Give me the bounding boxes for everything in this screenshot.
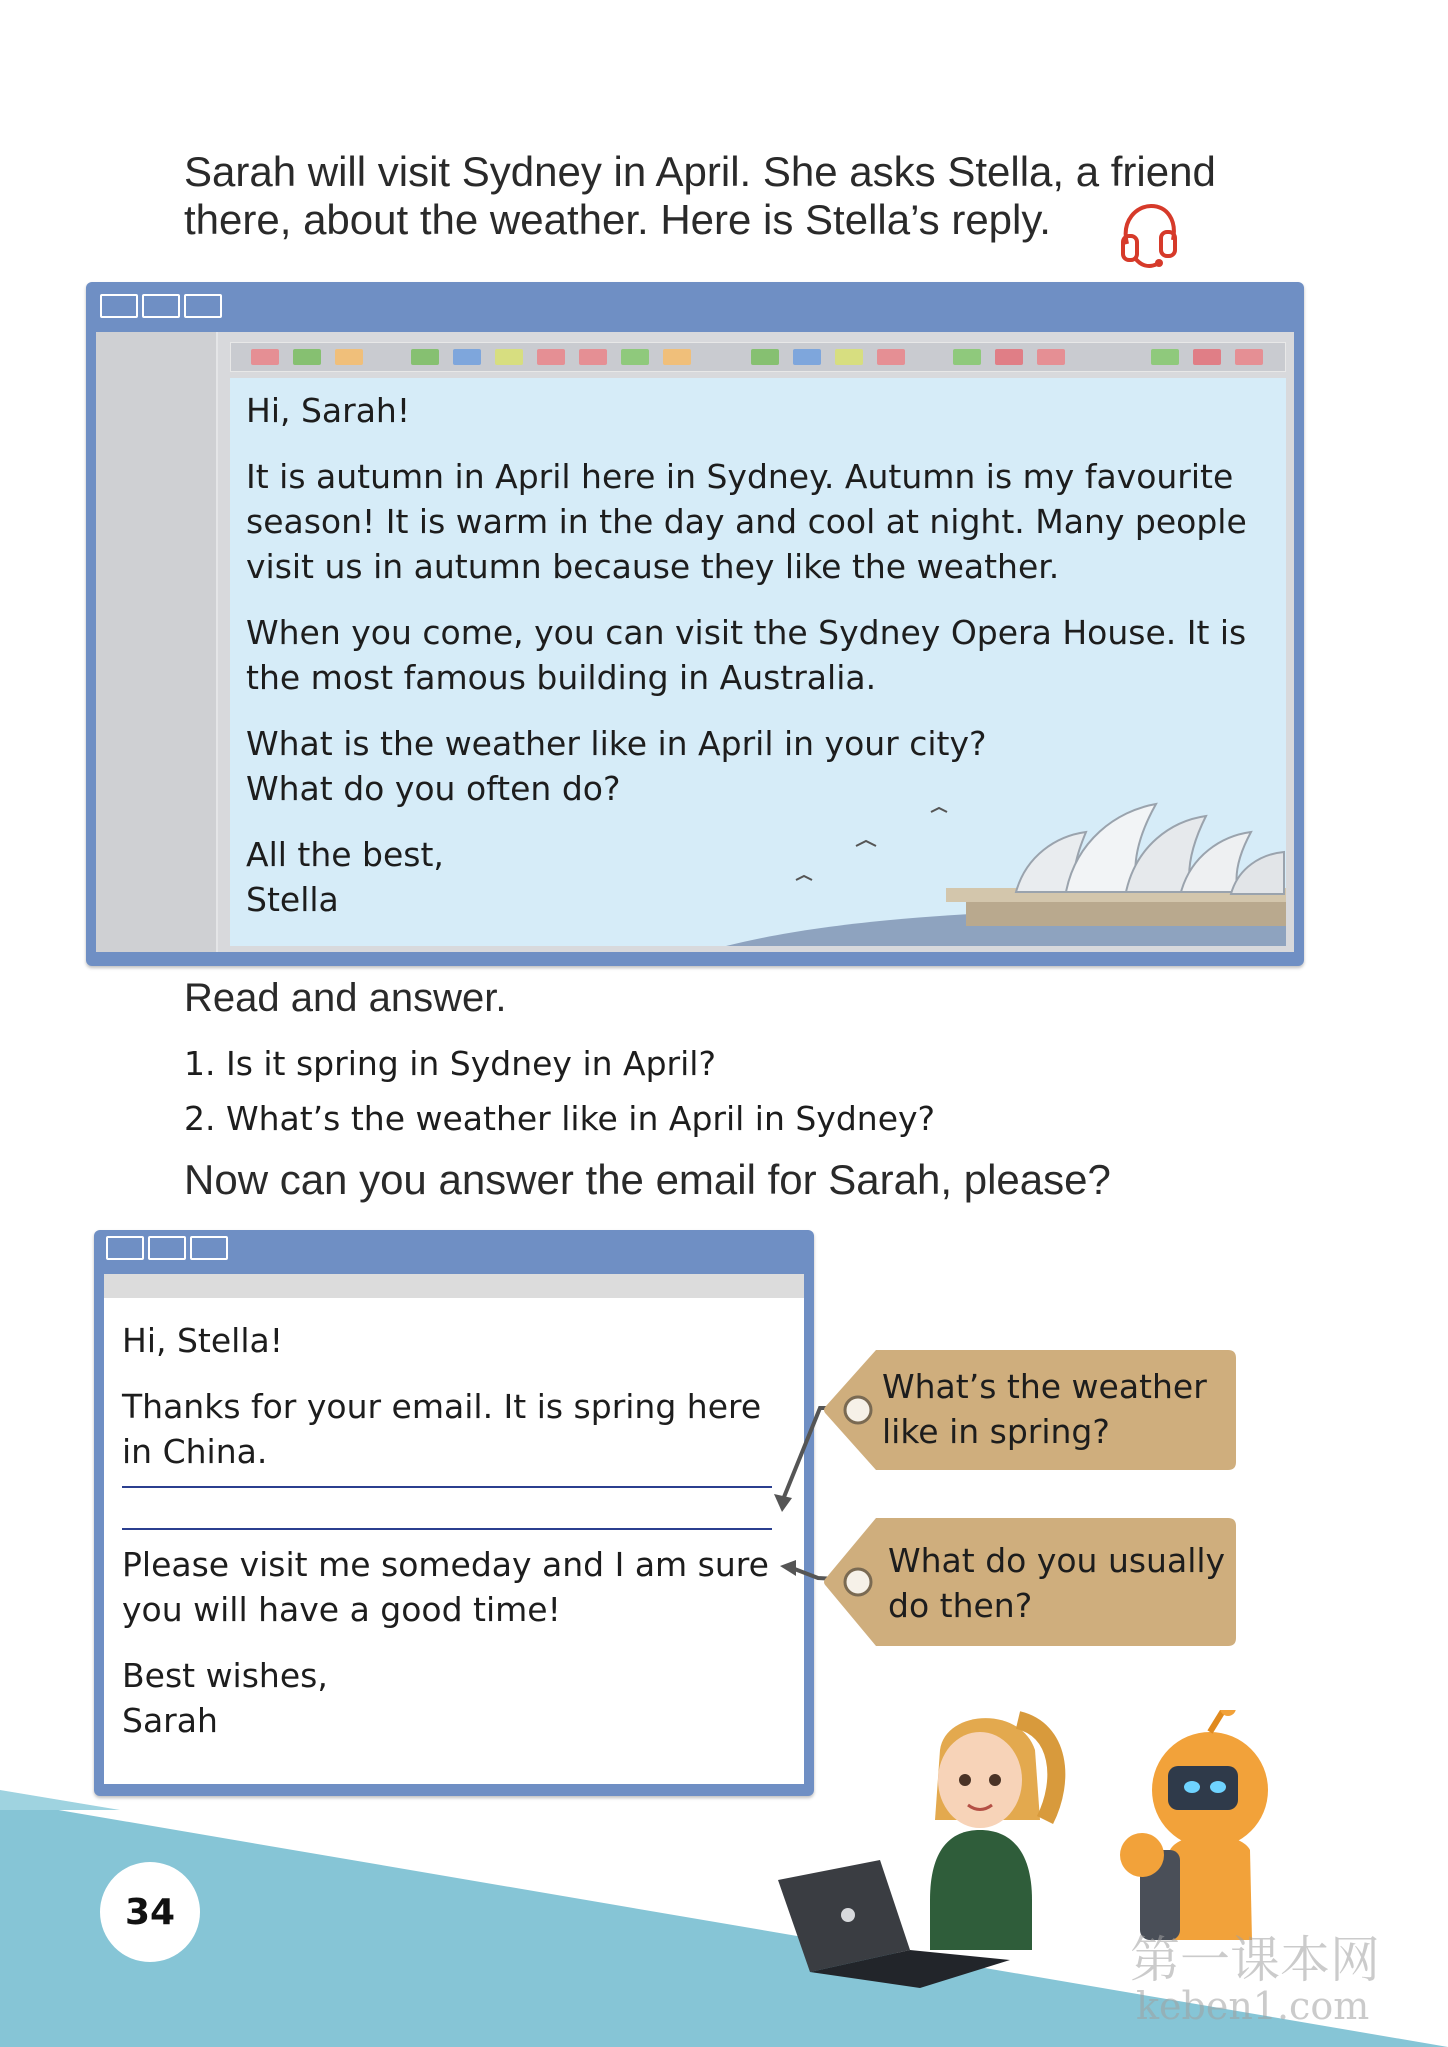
toolbar-button-icon[interactable] xyxy=(411,349,439,365)
email-line: What is the weather like in April in your city? xyxy=(246,724,987,763)
tag-line: What do you usually xyxy=(888,1541,1226,1580)
toolbar-button-icon[interactable] xyxy=(293,349,321,365)
email-line: you will have a good time! xyxy=(122,1590,561,1629)
window-button-icon[interactable] xyxy=(142,294,180,318)
email-body-sarah xyxy=(122,1318,802,1743)
toolbar-button-icon[interactable] xyxy=(953,349,981,365)
email-greeting: Hi, Stella! xyxy=(122,1321,283,1360)
email-line: It is autumn in April here in Sydney. Autumn is my favourite xyxy=(246,457,1234,496)
email-paragraph xyxy=(122,1384,802,1474)
tag-text xyxy=(882,1364,1207,1454)
page-number: 34 xyxy=(100,1862,200,1962)
hint-tag-1 xyxy=(818,1344,1240,1476)
toolbar-button-icon[interactable] xyxy=(995,349,1023,365)
toolbar-button-icon[interactable] xyxy=(751,349,779,365)
window-button-icon[interactable] xyxy=(148,1236,186,1260)
email-closing: Best wishes, xyxy=(122,1656,328,1695)
answer-line-1[interactable] xyxy=(122,1486,772,1488)
toolbar-button-icon[interactable] xyxy=(453,349,481,365)
email-greeting: Hi, Sarah! xyxy=(246,391,411,430)
email-line: Thanks for your email. It is spring here xyxy=(122,1387,762,1426)
toolbar-button-icon[interactable] xyxy=(1151,349,1179,365)
email-closing: All the best, xyxy=(246,835,444,874)
toolbar-button-icon[interactable] xyxy=(1235,349,1263,365)
email-line: the most famous building in Australia. xyxy=(246,658,877,697)
toolbar-button-icon[interactable] xyxy=(663,349,691,365)
email-line: Please visit me someday and I am sure xyxy=(122,1545,769,1584)
window-body xyxy=(104,1274,804,1784)
window-buttons xyxy=(106,1236,228,1260)
mail-toolbar xyxy=(104,1274,804,1298)
toolbar-button-icon[interactable] xyxy=(621,349,649,365)
tag-text xyxy=(888,1538,1225,1628)
window-button-icon[interactable] xyxy=(106,1236,144,1260)
window-button-icon[interactable] xyxy=(184,294,222,318)
email-window-stella xyxy=(86,282,1304,966)
toolbar-button-icon[interactable] xyxy=(793,349,821,365)
read-and-answer-title: Read and answer. xyxy=(184,976,507,1020)
headset-audio-icon[interactable] xyxy=(1115,200,1181,272)
toolbar-button-icon[interactable] xyxy=(495,349,523,365)
toolbar-button-icon[interactable] xyxy=(335,349,363,365)
window-body xyxy=(96,332,1294,952)
mail-toolbar xyxy=(230,342,1286,372)
watermark-url: keben1.com xyxy=(1136,1984,1370,2028)
email-signature: Stella xyxy=(246,880,339,919)
question-1: 1. Is it spring in Sydney in April? xyxy=(184,1044,716,1083)
email-paragraph xyxy=(246,610,1276,700)
window-button-icon[interactable] xyxy=(190,1236,228,1260)
email-paragraph xyxy=(246,454,1276,589)
watermark-cn: 第一课本网 xyxy=(1130,1931,1380,1989)
email-line: What do you often do? xyxy=(246,769,621,808)
toolbar-button-icon[interactable] xyxy=(537,349,565,365)
email-line: in China. xyxy=(122,1432,268,1471)
toolbar-button-icon[interactable] xyxy=(877,349,905,365)
email-window-sarah xyxy=(94,1230,814,1796)
intro-line-2: there, about the weather. Here is Stella’s reply. xyxy=(184,196,1051,243)
email-signoff xyxy=(122,1653,802,1743)
tag-line: do then? xyxy=(888,1586,1033,1625)
window-button-icon[interactable] xyxy=(100,294,138,318)
email-line: visit us in autumn because they like the weather. xyxy=(246,547,1060,586)
toolbar-button-icon[interactable] xyxy=(835,349,863,365)
email-body-stella xyxy=(230,378,1286,946)
hint-tag-2 xyxy=(818,1512,1240,1652)
tag-line: What’s the weather xyxy=(882,1367,1207,1406)
toolbar-button-icon[interactable] xyxy=(251,349,279,365)
tag-line: like in spring? xyxy=(882,1412,1110,1451)
intro-line-1: Sarah will visit Sydney in April. She asks Stella, a friend xyxy=(184,148,1216,195)
email-paragraph xyxy=(122,1542,802,1632)
email-text xyxy=(246,388,1276,922)
toolbar-button-icon[interactable] xyxy=(1193,349,1221,365)
email-paragraph xyxy=(246,721,1276,811)
window-buttons xyxy=(100,294,222,318)
email-signature: Sarah xyxy=(122,1701,218,1740)
toolbar-button-icon[interactable] xyxy=(1037,349,1065,365)
question-2: 2. What’s the weather like in April in Sydney? xyxy=(184,1099,936,1138)
toolbar-button-icon[interactable] xyxy=(579,349,607,365)
now-prompt: Now can you answer the email for Sarah, please? xyxy=(184,1156,1111,1203)
email-line: season! It is warm in the day and cool at night. Many people xyxy=(246,502,1247,541)
mail-sidebar xyxy=(96,332,218,952)
answer-line-2[interactable] xyxy=(122,1528,772,1530)
email-line: When you come, you can visit the Sydney Opera House. It is xyxy=(246,613,1247,652)
email-signoff xyxy=(246,832,1276,922)
